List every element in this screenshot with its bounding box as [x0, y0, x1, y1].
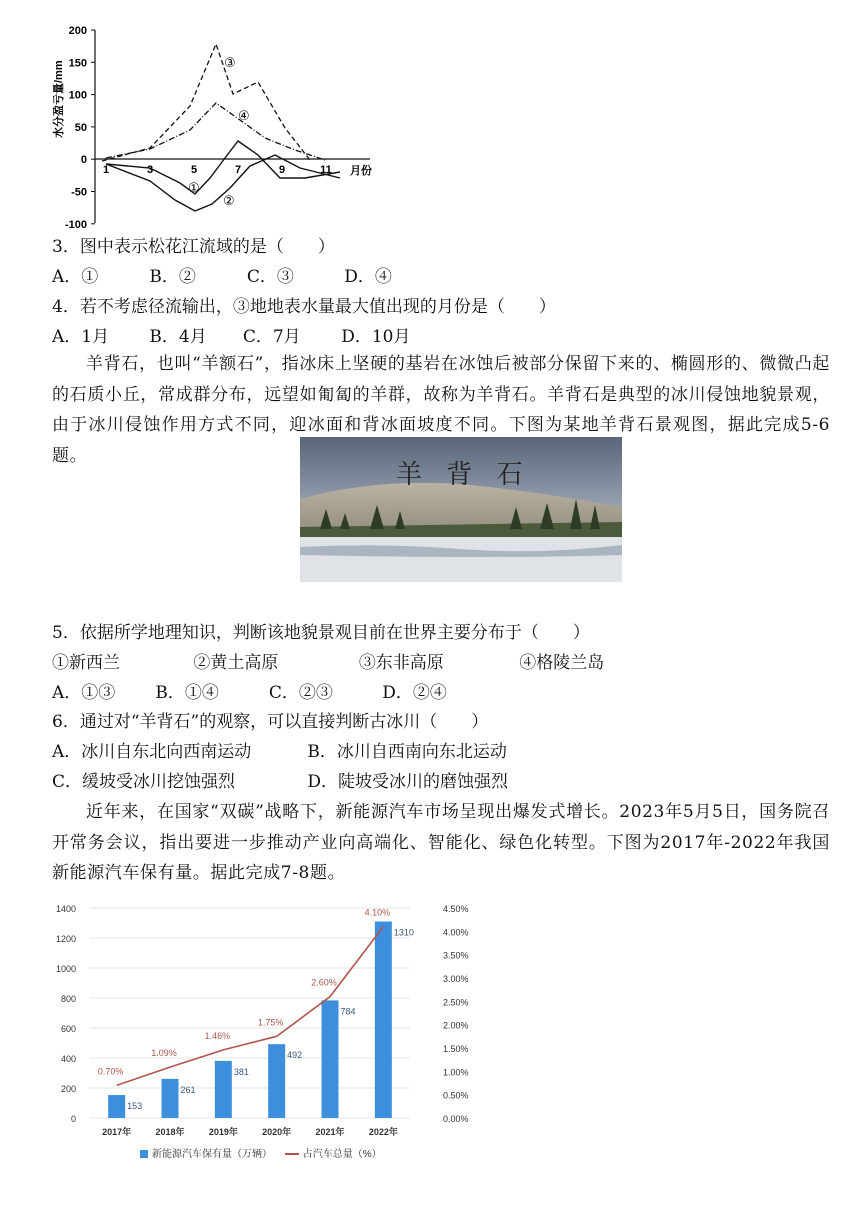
passage-roche-moutonnee: 羊背石，也叫“羊额石”，指冰床上坚硬的基岩在冰蚀后被部分保留下来的、椭圆形的、微微凸起的石质小丘，常成群分布，远望如匍匐的羊群，故称为羊背石。羊背石是典型的冰川侵蚀地貌景观，由于冰川侵蚀作用方式不同，迎冰面和背冰面坡度不同。下图为某地羊背石景观图，据此完成5-6题。: [52, 354, 830, 466]
water-chart-ylabel: 水分盈亏量/mm: [53, 60, 65, 138]
curve-label-3: ③: [224, 55, 236, 70]
nev-chart-legend: [140, 1145, 382, 1160]
bar-value-label: 381: [233, 1066, 249, 1077]
q5-option-d[interactable]: D．②④: [382, 683, 447, 703]
water-x-tick-label: 1: [102, 164, 110, 176]
y2-tick-label: 4.50%: [443, 904, 469, 914]
water-x-tick-label: 5: [190, 164, 198, 176]
legend-bar-swatch: [140, 1150, 148, 1158]
q6-stem: 6．通过对“羊背石”的观察，可以直接判断古冰川（ ）: [52, 712, 489, 732]
q5-stem: 5．依据所学地理知识，判断该地貌景观目前在世界主要分布于（ ）: [52, 623, 590, 643]
q4-option-d[interactable]: D．10月: [341, 327, 411, 347]
y2-tick-label: 1.50%: [443, 1044, 469, 1054]
y2-tick-label: 1.00%: [443, 1067, 469, 1078]
q6-option-b[interactable]: B．冰川自西南向东北运动: [307, 742, 507, 762]
q4-option-a[interactable]: A．1月: [52, 327, 110, 347]
water-y-tick-label: 100: [68, 89, 87, 102]
q6-option-c[interactable]: C．缓坡受冰川挖蚀强烈: [52, 772, 236, 792]
water-x-tick-label: 9: [278, 164, 286, 176]
q5-item-1: ①新西兰: [52, 653, 120, 673]
bar: [322, 1000, 339, 1118]
x-tick-label: 2018年: [155, 1127, 185, 1137]
nev-chart: [40, 898, 469, 1143]
bar: [162, 1079, 179, 1118]
y2-tick-label: 4.00%: [443, 927, 469, 938]
line-value-label: 1.46%: [204, 1030, 231, 1041]
x-tick-label: 2022年: [368, 1127, 398, 1137]
q5-item-2: ②黄土高原: [193, 653, 279, 673]
line-value-label: 4.10%: [364, 907, 391, 918]
q6-options-row2: [52, 771, 508, 793]
bar-value-label: 153: [127, 1101, 143, 1112]
line-value-label: 1.09%: [151, 1048, 177, 1059]
bar-value-label: 261: [180, 1084, 196, 1095]
q5-item-4: ④格陵兰岛: [519, 653, 605, 673]
curve-label-2: ②: [223, 193, 235, 208]
y-tick-label: 400: [60, 1054, 76, 1064]
y-tick-label: 800: [60, 994, 76, 1004]
q6-option-d[interactable]: D．陡坡受冰川的磨蚀强烈: [307, 772, 509, 792]
q5-option-b[interactable]: B．①④: [155, 683, 219, 703]
y2-tick-label: 2.50%: [443, 997, 469, 1008]
water-y-tick-label: 200: [68, 25, 87, 37]
q3-options: [52, 266, 392, 288]
line-value-label: 0.70%: [97, 1066, 124, 1077]
legend-line-swatch: [285, 1153, 299, 1155]
line-value-label: 1.75%: [257, 1017, 284, 1028]
q5-item-3: ③东非高原: [358, 653, 444, 673]
q6-option-a[interactable]: A．冰川自东北向西南运动: [52, 742, 252, 762]
y-tick-label: 1200: [55, 934, 76, 944]
x-tick-label: 2019年: [208, 1127, 238, 1137]
water-x-tick-label: 11: [320, 164, 332, 176]
y-tick-label: 600: [60, 1024, 76, 1034]
bar: [268, 1044, 285, 1118]
bar-value-label: 492: [287, 1050, 303, 1061]
q4-option-b[interactable]: B．4月: [149, 327, 207, 347]
q4-stem: 4．若不考虑径流输出，③地地表水量最大值出现的月份是（ ）: [52, 297, 556, 317]
q4-option-c[interactable]: C．7月: [242, 327, 301, 347]
y-tick-label: 1000: [55, 964, 76, 974]
water-y-tick-label: -50: [71, 186, 87, 199]
water-x-tick-label: 3: [146, 164, 154, 176]
water-x-tick-label: 7: [234, 164, 242, 176]
bar-value-label: 1310: [393, 927, 414, 938]
q3-option-d[interactable]: D．④: [344, 267, 392, 287]
y2-tick-label: 3.50%: [443, 950, 469, 961]
q5-option-a[interactable]: A．①③: [52, 683, 116, 703]
curve-label-1: ①: [188, 180, 200, 195]
photo-caption: 羊 背 石: [396, 460, 531, 490]
q4-options: [52, 326, 410, 348]
water-y-tick-label: -100: [64, 218, 87, 231]
bar: [375, 922, 392, 1119]
y-tick-label: 0: [70, 1114, 76, 1124]
y-tick-label: 200: [60, 1084, 76, 1094]
line-value-label: 2.60%: [311, 977, 337, 988]
bar: [108, 1095, 125, 1118]
passage-new-energy-vehicles: 近年来，在国家“双碳”战略下，新能源汽车市场呈现出爆发式增长。2023年5月5日，国务院召开常务会议，指出要进一步推动产业向高端化、智能化、绿色化转型。下图为2017年-2022年我国新能源汽车保有量。据此完成7-8题。: [52, 802, 830, 883]
x-tick-label: 2017年: [102, 1127, 132, 1137]
water-balance-chart: [40, 18, 380, 233]
y2-tick-label: 2.00%: [443, 1020, 469, 1031]
bar-value-label: 784: [340, 1006, 356, 1017]
x-tick-label: 2020年: [262, 1127, 292, 1137]
curve-4: [106, 103, 325, 160]
legend-line-label: 占汽车总量（%）: [302, 1149, 382, 1160]
legend-bar-label: 新能源汽车保有量（万辆）: [152, 1149, 272, 1160]
curve-label-4: ④: [238, 108, 250, 123]
q6-options-row1: [52, 741, 507, 763]
q3-option-c[interactable]: C．③: [246, 267, 294, 287]
y2-tick-label: 3.00%: [443, 974, 469, 984]
y-tick-label: 1400: [55, 904, 76, 914]
water-y-tick-label: 0: [80, 154, 87, 167]
bar: [215, 1061, 232, 1118]
q5-option-c[interactable]: C．②③: [268, 683, 333, 703]
q3-option-b[interactable]: B．②: [149, 267, 196, 287]
roche-moutonnee-photo: [300, 437, 622, 582]
water-y-tick-label: 50: [74, 121, 87, 134]
water-chart-xlabel: 月份: [350, 165, 372, 177]
q5-items: [52, 652, 604, 674]
y2-tick-label: 0.50%: [443, 1090, 469, 1101]
y2-tick-label: 0.00%: [443, 1114, 469, 1124]
q3-stem: 3．图中表示松花江流域的是（ ）: [52, 237, 335, 257]
q3-option-a[interactable]: A．①: [52, 267, 99, 287]
water-y-tick-label: 150: [68, 57, 87, 70]
x-tick-label: 2021年: [315, 1127, 345, 1137]
curve-1: [106, 141, 340, 194]
q5-options: [52, 682, 447, 704]
